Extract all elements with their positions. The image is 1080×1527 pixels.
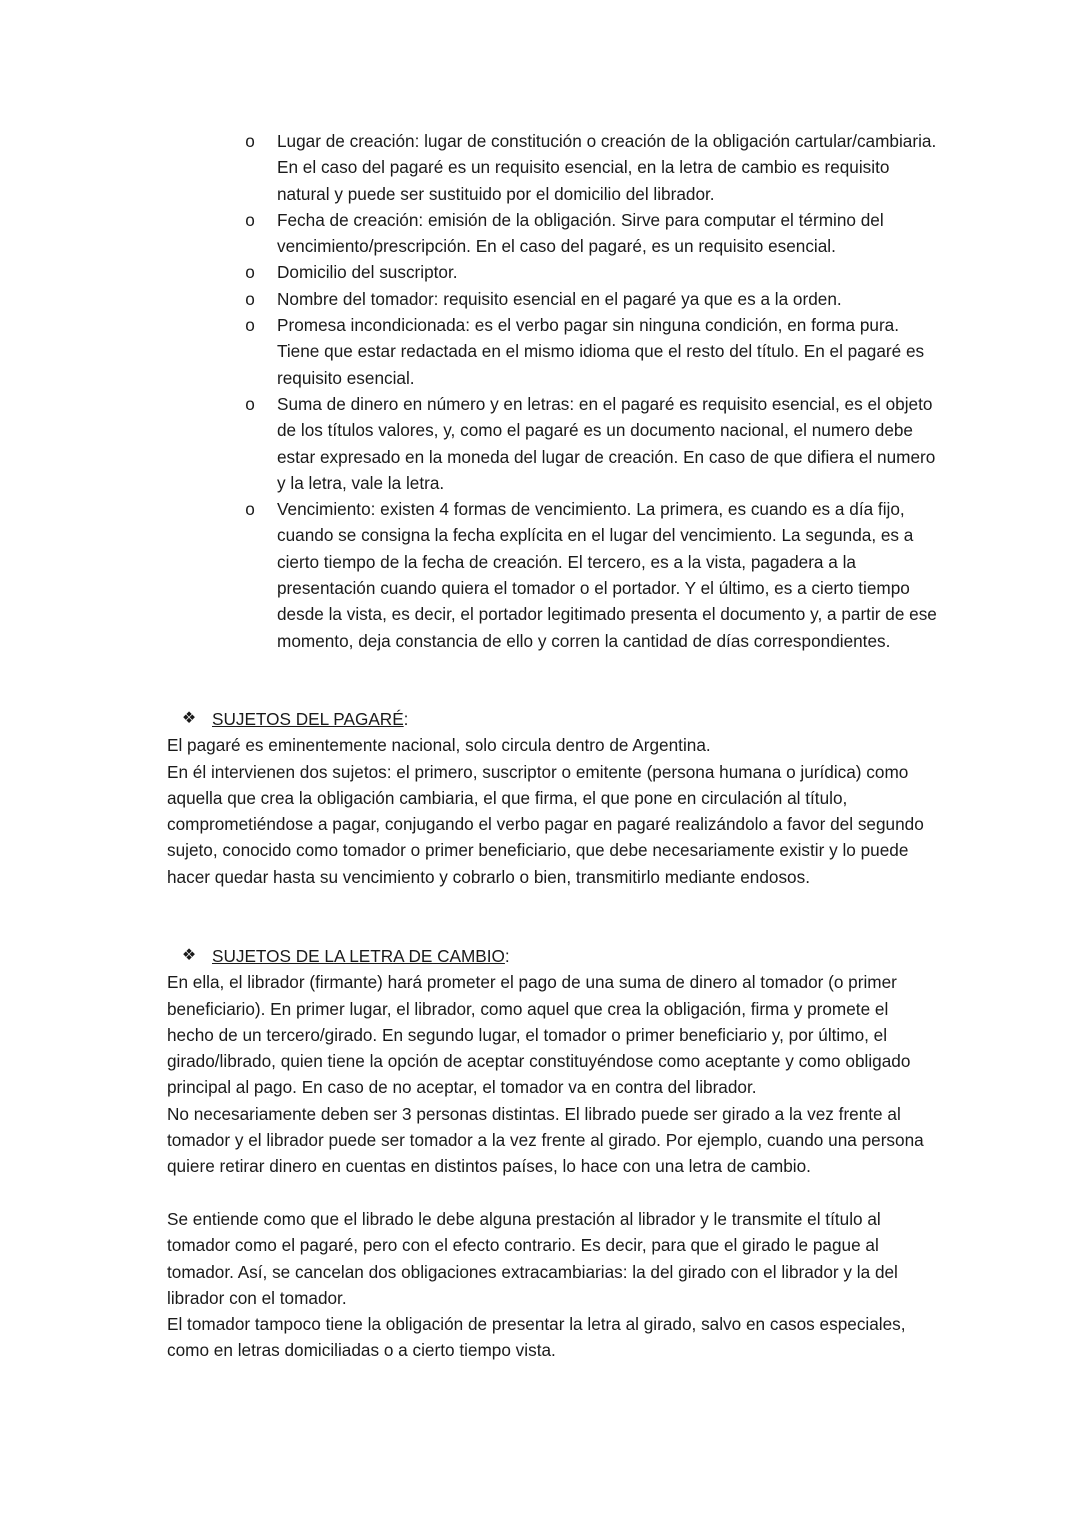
- list-item-text: Promesa incondicionada: es el verbo pagar sin ninguna condición, en forma pura. Tiene que estar redactada en el mismo idioma que el resto del título. En el pagaré es requisito esencial.: [277, 315, 925, 388]
- paragraph: En ella, el librador (firmante) hará prometer el pago de una suma de dinero al tomador (o primer beneficiario). En primer lugar, el librador, como aquel que crea la obligación, firma y promete el hecho de un tercero/girado. En segundo lugar, el tomador o primer beneficiario y, por último, el girado/librado, quien tiene la opción de aceptar constituyéndose como aceptante y como obligado principal al pago. En caso de no aceptar, el tomador va en contra del librador.: [167, 972, 911, 1098]
- hollow-bullet-icon: o: [245, 393, 255, 414]
- hollow-bullet-icon: o: [245, 499, 255, 520]
- diamond-bullet-icon: ❖: [181, 947, 197, 964]
- list-item-text: Suma de dinero en número y en letras: en el pagaré es requisito esencial, es el objeto de los títulos valores, y, como el pagaré es un documento nacional, el numero debe estar expresado en la moneda del lugar de creación. En caso de que difiera el numero y la letra, vale la letra.: [277, 393, 936, 493]
- requirements-list: [240, 128, 940, 654]
- paragraph: El pagaré es eminentemente nacional, solo circula dentro de Argentina.: [167, 735, 711, 756]
- list-item: [240, 259, 940, 285]
- section-heading-text: SUJETOS DEL PAGARÉ: [212, 709, 404, 729]
- paragraph: El tomador tampoco tiene la obligación de presentar la letra al girado, salvo en casos especiales, como en letras domiciliadas o a cierto tiempo vista.: [167, 1314, 906, 1361]
- section-heading: [167, 943, 937, 969]
- list-item-text: Vencimiento: existen 4 formas de vencimiento. La primera, es cuando es a día fijo, cuando se consigna la fecha explícita en el lugar del vencimiento. La segunda, es a cierto tiempo de la fecha de creación. El tercero, es a la vista, pagadera a la presentación cuando quiera el tomador o el portador. Y el último, es a cierto tiempo desde la vista, es decir, el portador legitimado presenta el documento y, a partir de ese momento, deja constancia de ello y corren la cantidad de días correspondientes.: [277, 499, 937, 651]
- hollow-bullet-icon: o: [245, 288, 255, 309]
- section-sujetos-pagare: [167, 706, 937, 890]
- section-heading: [167, 706, 937, 732]
- heading-colon: :: [504, 946, 510, 966]
- list-item: [240, 128, 940, 207]
- section-heading-text: SUJETOS DE LA LETRA DE CAMBIO: [212, 946, 505, 966]
- hollow-bullet-icon: o: [245, 209, 255, 230]
- list-item-text: Fecha de creación: emisión de la obligación. Sirve para computar el término del vencimiento/prescripción. En el caso del pagaré, es un requisito esencial.: [277, 209, 884, 257]
- hollow-bullet-icon: o: [245, 262, 255, 283]
- list-item-text: Domicilio del suscriptor.: [277, 262, 458, 283]
- hollow-bullet-icon: o: [245, 315, 255, 336]
- list-item: [240, 207, 940, 260]
- diamond-bullet-icon: ❖: [181, 710, 197, 727]
- list-item: [240, 496, 940, 654]
- list-item-text: Lugar de creación: lugar de constitución o creación de la obligación cartular/cambiaria. En el caso del pagaré es un requisito esencial, en la letra de cambio es requisito natural y puede ser sustituido por el domicilio del librador.: [277, 131, 937, 204]
- paragraph: Se entiende como que el librado le debe alguna prestación al librador y le transmite el título al tomador como el pagaré, pero con el efecto contrario. Es decir, para que el girado le pague al tomador. Así, se cancelan dos obligaciones extracambiarias: la del girado con el librador y la del librador con el tomador.: [167, 1208, 898, 1308]
- list-item: [240, 312, 940, 391]
- paragraph: En él intervienen dos sujetos: el primero, suscriptor o emitente (persona humana o jurídica) como aquella que crea la obligación cambiaria, el que firma, el que pone en circulación al título, comprometiéndose a pagar, conjugando el verbo pagar en pagaré realizándolo a favor del segundo sujeto, conocido como tomador o primer beneficiario, que debe necesariamente existir y lo puede hacer quedar hasta su vencimiento y cobrarlo o bien, transmitirlo mediante endosos.: [167, 761, 924, 887]
- section-sujetos-letra-de-cambio: [167, 943, 937, 1364]
- list-item: [240, 286, 940, 312]
- heading-colon: :: [403, 709, 409, 729]
- list-item: [240, 391, 940, 496]
- paragraph: No necesariamente deben ser 3 personas distintas. El librado puede ser girado a la vez frente al tomador y el librador puede ser tomador a la vez frente al girado. Por ejemplo, cuando una persona quiere retirar dinero en cuentas en distintos países, lo hace con una letra de cambio.: [167, 1103, 924, 1177]
- hollow-bullet-icon: o: [245, 131, 255, 151]
- list-item-text: Nombre del tomador: requisito esencial en el pagaré ya que es a la orden.: [277, 288, 842, 309]
- paragraph-spacer: [167, 1180, 937, 1206]
